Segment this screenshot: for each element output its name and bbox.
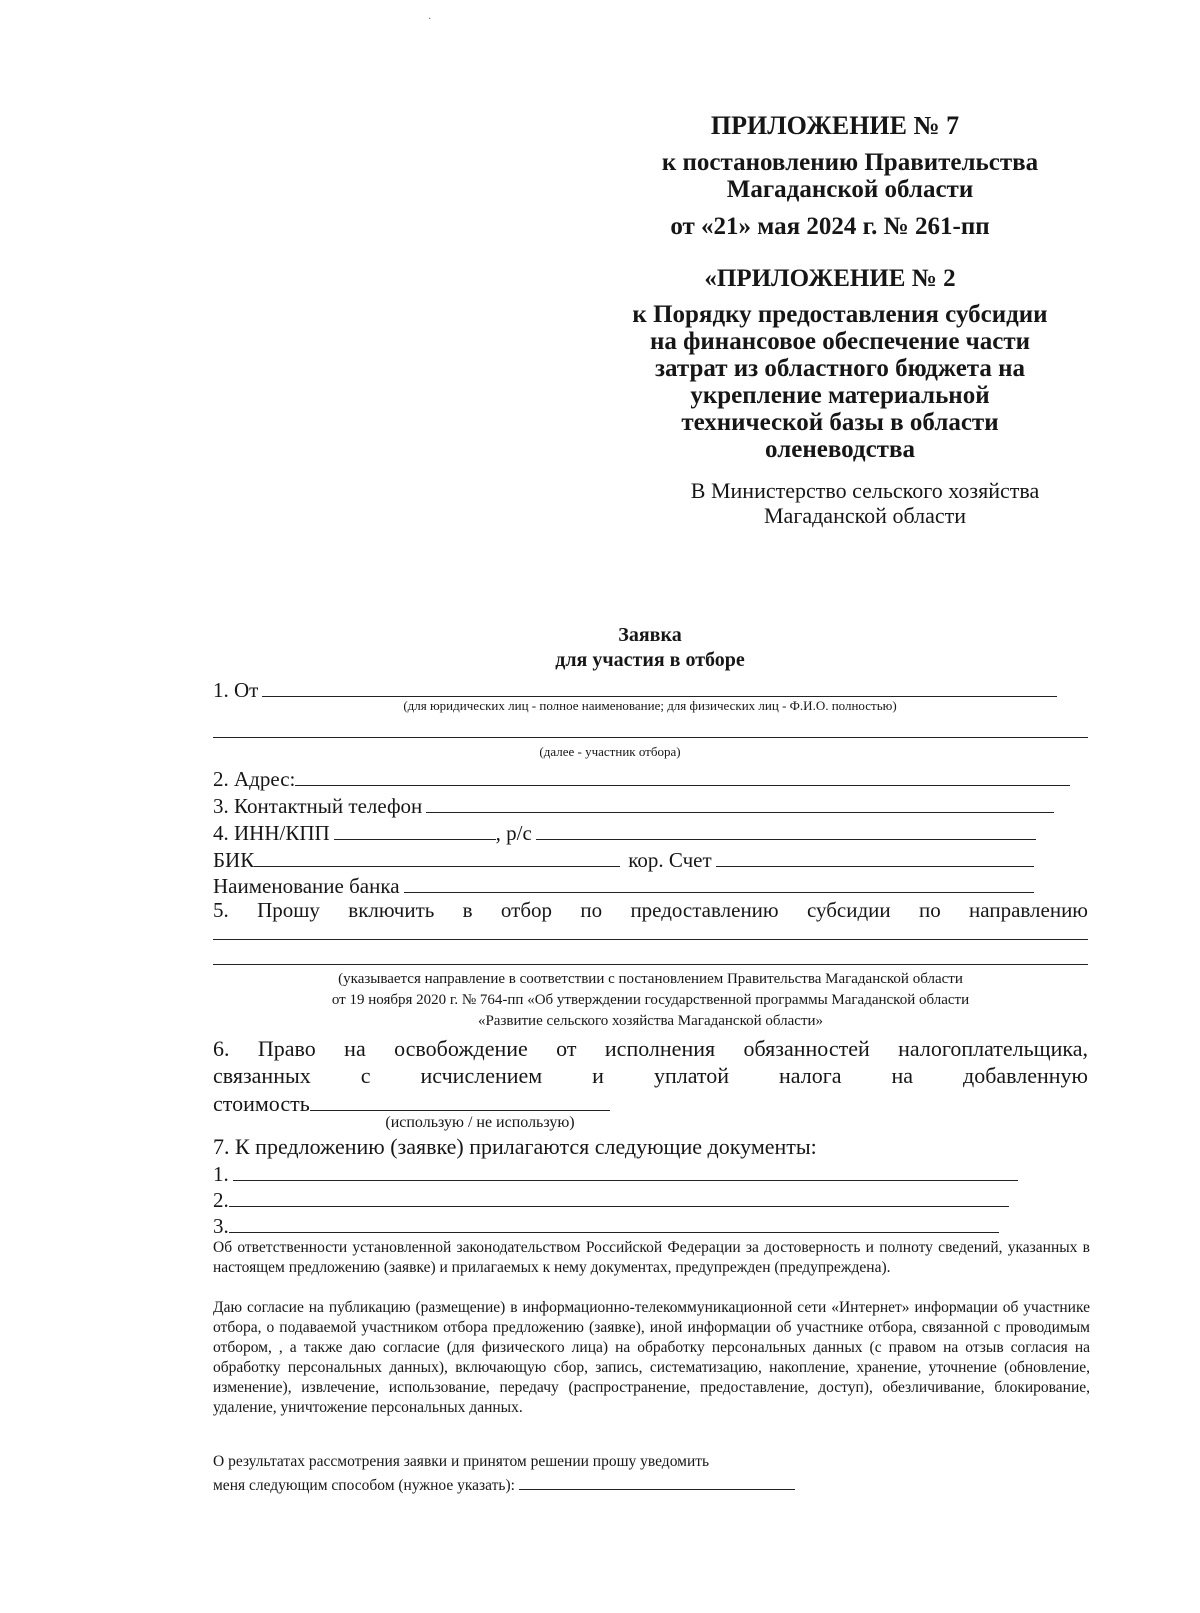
procedure-line-5: технической базы в области	[681, 409, 999, 436]
doc-input-line-3[interactable]	[229, 1212, 999, 1233]
address-label: 2. Адрес:	[213, 767, 296, 791]
item5-text: 5. Прошу включить в отбор по предоставлению субсидии по направлению	[213, 898, 1088, 922]
item5-hint-line-2: от 19 ноября 2020 г. № 764-пп «Об утверждении государственной программы Магаданской области	[331, 992, 970, 1008]
from-label: 1. От	[213, 678, 259, 702]
decree-date: от «21» мая 2024 г. № 261-пп	[670, 213, 990, 240]
bank-input-line[interactable]	[404, 872, 1034, 893]
address-row	[213, 765, 1088, 792]
inn-row	[213, 819, 1088, 846]
ministry-line-1: В Министерство сельского хозяйства	[690, 478, 1040, 503]
item5-hint-line-1: (указывается направление в соответствии с постановлением Правительства Магаданской области	[338, 971, 963, 987]
bik-input-line[interactable]	[254, 846, 620, 867]
item6-line-1: 6. Право на освобождение от исполнения обязанностей налогоплательщика,	[213, 1036, 1088, 1061]
doc-number-2: 2.	[213, 1188, 229, 1212]
procedure-line-3: затрат из областного бюджета на	[654, 355, 1026, 382]
doc-input-line-1[interactable]	[233, 1160, 1018, 1181]
doc-row-2	[213, 1186, 1088, 1213]
from-input-line[interactable]	[262, 676, 1057, 697]
doc-row-1	[213, 1160, 1088, 1187]
appendix-7-heading: ПРИЛОЖЕНИЕ № 7	[710, 111, 960, 140]
notify-line-2: меня следующим способом (нужное указать):	[213, 1477, 515, 1494]
item7-text: 7. К предложению (заявке) прилагаются следующие документы:	[213, 1134, 817, 1159]
procedure-line-4: укрепление материальной	[690, 382, 990, 409]
inn-label: 4. ИНН/КПП	[213, 821, 330, 845]
phone-input-line[interactable]	[426, 792, 1054, 813]
inn-input-line[interactable]	[334, 819, 496, 840]
account-input-line[interactable]	[536, 819, 1036, 840]
vat-input-line[interactable]	[310, 1090, 610, 1111]
procedure-line-2: на финансовое обеспечение части	[649, 328, 1031, 355]
procedure-line-6: оленеводства	[765, 436, 915, 463]
decree-line-2: Магаданской области	[726, 176, 974, 203]
corr-account-input-line[interactable]	[716, 846, 1034, 867]
item5-line-1[interactable]	[213, 938, 1088, 940]
participant-hint: (далее - участник отбора)	[539, 744, 681, 759]
notify-line-1: О результатах рассмотрения заявки и принятом решении прошу уведомить	[213, 1453, 710, 1470]
notify-input-line[interactable]	[519, 1473, 795, 1490]
phone-row	[213, 792, 1088, 819]
decree-line-1: к постановлению Правительства	[661, 149, 1039, 176]
phone-label: 3. Контактный телефон	[213, 794, 423, 818]
responsibility-paragraph: Об ответственности установленной законодательством Российской Федерации за достоверность и полноту сведений, указанных в настоящем предложению (заявке) и прилагаемых к нему документах, предупрежден (предупреждена).	[213, 1239, 1090, 1276]
from-hint: (для юридических лиц - полное наименование; для физических лиц - Ф.И.О. полностью)	[403, 698, 897, 713]
item6-line-2: связанных с исчислением и уплатой налога на добавленную	[213, 1063, 1088, 1088]
from-continuation-line[interactable]	[213, 736, 1088, 738]
publication-consent-paragraph: Даю согласие на публикацию (размещение) в информационно-телекоммуникационной сети «Интернет» информации об участнике отбора, о подаваемой участником отбора предложению (заявке), иной информации об участнике отбора, связанной с проводимым отбором, , а также даю согласие (для физического лица) на обработку персональных данных (с правом на отзыв согласия на обработку персональных данных), включающую сбор, запись, систематизацию, накопление, хранение, уточнение (обновление, изменение), извлечение, использование, передачу (распространение, предоставление, доступ), обезличивание, блокирование, удаление, уничтожение персональных данных.	[213, 1299, 1090, 1416]
doc-input-line-2[interactable]	[229, 1186, 1009, 1207]
item6-line-3-row	[213, 1090, 1088, 1117]
account-label: , р/с	[495, 821, 532, 845]
item5-line-2[interactable]	[213, 963, 1088, 965]
item6-line-3: стоимость	[213, 1091, 310, 1116]
bik-label: БИК	[213, 848, 255, 872]
doc-number-3: 3.	[213, 1214, 229, 1238]
bank-row	[213, 872, 1088, 899]
form-title: Заявка	[618, 624, 682, 646]
ministry-line-2: Магаданской области	[764, 503, 966, 528]
doc-row-3	[213, 1212, 1088, 1239]
bik-row	[213, 846, 1088, 873]
scan-speck: ·	[428, 14, 432, 25]
item6-hint: (использую / не использую)	[385, 1114, 575, 1131]
appendix-2-heading: «ПРИЛОЖЕНИЕ № 2	[704, 265, 956, 292]
bank-label: Наименование банка	[213, 874, 400, 898]
doc-number-1: 1.	[213, 1162, 229, 1186]
corr-account-label: кор. Счет	[628, 848, 712, 872]
form-subtitle: для участия в отборе	[555, 649, 745, 671]
procedure-line-1: к Порядку предоставления субсидии	[632, 301, 1048, 328]
item5-hint-line-3: «Развитие сельского хозяйства Магаданской области»	[477, 1013, 824, 1029]
notify-row-2	[213, 1473, 913, 1497]
address-input-line[interactable]	[295, 765, 1070, 786]
